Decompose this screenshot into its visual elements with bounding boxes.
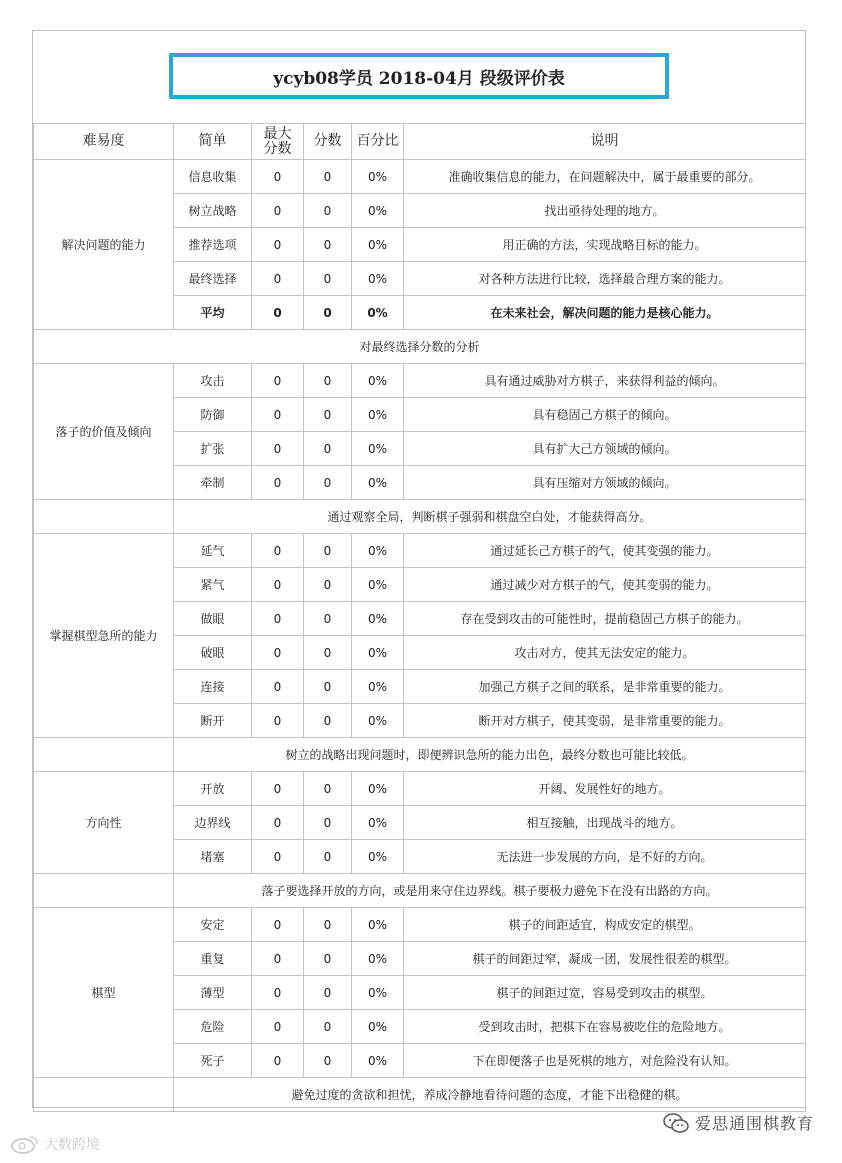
- max-cell: 0: [252, 568, 304, 602]
- category-cell: 掌握棋型急所的能力: [34, 534, 174, 738]
- max-cell: 0: [252, 160, 304, 194]
- item-cell: 延气: [174, 534, 252, 568]
- header-item: 简单: [174, 124, 252, 160]
- max-cell: 0: [252, 806, 304, 840]
- category-spacer: [34, 1078, 174, 1112]
- header-max-score: [252, 124, 304, 160]
- table-row: [34, 772, 806, 806]
- score-cell: 0: [304, 364, 352, 398]
- note-cell: 避免过度的贪欲和担忧，养成冷静地看待问题的态度，才能下出稳健的棋。: [174, 1078, 806, 1112]
- item-cell: 推荐选项: [174, 228, 252, 262]
- category-spacer: [34, 874, 174, 908]
- item-cell: 危险: [174, 1010, 252, 1044]
- desc-cell: 攻击对方，使其无法安定的能力。: [404, 636, 806, 670]
- max-cell: 0: [252, 194, 304, 228]
- note-row: [34, 1078, 806, 1112]
- percent-cell: 0%: [352, 1010, 404, 1044]
- category-cell: 棋型: [34, 908, 174, 1078]
- item-cell: 牵制: [174, 466, 252, 500]
- desc-cell: 找出亟待处理的地方。: [404, 194, 806, 228]
- percent-cell: 0%: [352, 806, 404, 840]
- table-header-row: [34, 124, 806, 160]
- header-max-score-line1: 最大: [263, 125, 292, 142]
- desc-cell: 具有扩大己方领域的倾向。: [404, 432, 806, 466]
- item-cell: 最终选择: [174, 262, 252, 296]
- header-max-score-line2: 分数: [263, 140, 292, 157]
- percent-cell: 0%: [352, 670, 404, 704]
- item-cell: 树立战略: [174, 194, 252, 228]
- score-cell: 0: [304, 840, 352, 874]
- note-cell: 落子要选择开放的方向，或是用来守住边界线。棋子要极力避免下在没有出路的方向。: [174, 874, 806, 908]
- score-cell: 0: [304, 160, 352, 194]
- item-cell: 紧气: [174, 568, 252, 602]
- percent-cell: 0%: [352, 602, 404, 636]
- item-cell: 连接: [174, 670, 252, 704]
- max-cell: 0: [252, 636, 304, 670]
- max-cell: 0: [252, 398, 304, 432]
- max-cell: 0: [252, 534, 304, 568]
- item-cell: 防御: [174, 398, 252, 432]
- note-row: [34, 500, 806, 534]
- item-cell: 信息收集: [174, 160, 252, 194]
- percent-cell: 0%: [352, 228, 404, 262]
- analysis-cell: 对最终选择分数的分析: [34, 330, 806, 364]
- watermark-left-text: 大数跨境: [44, 1137, 100, 1153]
- max-cell: 0: [252, 1044, 304, 1078]
- score-cell: 0: [304, 806, 352, 840]
- percent-cell: 0%: [352, 160, 404, 194]
- category-cell: 解决问题的能力: [34, 160, 174, 330]
- percent-cell: 0%: [352, 466, 404, 500]
- desc-cell: 具有通过威胁对方棋子，来获得利益的倾向。: [404, 364, 806, 398]
- analysis-row: [34, 330, 806, 364]
- max-cell: 0: [252, 976, 304, 1010]
- desc-cell: 在未来社会，解决问题的能力是核心能力。: [404, 296, 806, 330]
- header-score: 分数: [304, 124, 352, 160]
- percent-cell: 0%: [352, 908, 404, 942]
- header-desc: 说明: [404, 124, 806, 160]
- max-cell: 0: [252, 432, 304, 466]
- percent-cell: 0%: [352, 704, 404, 738]
- category-cell: 落子的价值及倾向: [34, 364, 174, 500]
- score-cell: 0: [304, 194, 352, 228]
- table-row: [34, 534, 806, 568]
- evaluation-table: [33, 123, 806, 1112]
- percent-cell: 0%: [352, 262, 404, 296]
- max-cell: 0: [252, 942, 304, 976]
- table-row: [34, 908, 806, 942]
- desc-cell: 存在受到攻击的可能性时，提前稳固己方棋子的能力。: [404, 602, 806, 636]
- score-cell: 0: [304, 466, 352, 500]
- title-area: [33, 31, 805, 123]
- item-cell: 堵塞: [174, 840, 252, 874]
- max-cell: 0: [252, 670, 304, 704]
- page-title: ycyb08学员 2018-04月 段级评价表: [169, 53, 669, 99]
- max-cell: 0: [252, 296, 304, 330]
- max-cell: 0: [252, 840, 304, 874]
- desc-cell: 棋子的间距过宽，容易受到攻击的棋型。: [404, 976, 806, 1010]
- score-cell: 0: [304, 602, 352, 636]
- desc-cell: 受到攻击时，把棋下在容易被吃住的危险地方。: [404, 1010, 806, 1044]
- item-cell: 开放: [174, 772, 252, 806]
- score-cell: 0: [304, 976, 352, 1010]
- desc-cell: 棋子的间距过窄，凝成一团，发展性很差的棋型。: [404, 942, 806, 976]
- max-cell: 0: [252, 908, 304, 942]
- weibo-logo-icon: [10, 1134, 40, 1154]
- desc-cell: 准确收集信息的能力，在问题解决中，属于最重要的部分。: [404, 160, 806, 194]
- score-cell: 0: [304, 568, 352, 602]
- watermark-left: [10, 1134, 100, 1154]
- score-cell: 0: [304, 670, 352, 704]
- desc-cell: 通过减少对方棋子的气，使其变弱的能力。: [404, 568, 806, 602]
- percent-cell: 0%: [352, 398, 404, 432]
- header-difficulty: 难易度: [34, 124, 174, 160]
- desc-cell: 相互接触，出现战斗的地方。: [404, 806, 806, 840]
- desc-cell: 通过延长己方棋子的气，使其变强的能力。: [404, 534, 806, 568]
- score-cell: 0: [304, 1010, 352, 1044]
- percent-cell: 0%: [352, 840, 404, 874]
- max-cell: 0: [252, 228, 304, 262]
- item-cell: 平均: [174, 296, 252, 330]
- desc-cell: 加强己方棋子之间的联系，是非常重要的能力。: [404, 670, 806, 704]
- score-cell: 0: [304, 908, 352, 942]
- desc-cell: 棋子的间距适宜，构成安定的棋型。: [404, 908, 806, 942]
- category-cell: 方向性: [34, 772, 174, 874]
- max-cell: 0: [252, 262, 304, 296]
- watermark-right-text: 爱思通围棋教育: [694, 1114, 814, 1133]
- desc-cell: 无法进一步发展的方向，是不好的方向。: [404, 840, 806, 874]
- item-cell: 断开: [174, 704, 252, 738]
- wechat-logo-icon: [663, 1112, 689, 1134]
- item-cell: 薄型: [174, 976, 252, 1010]
- desc-cell: 开阔、发展性好的地方。: [404, 772, 806, 806]
- max-cell: 0: [252, 364, 304, 398]
- percent-cell: 0%: [352, 1044, 404, 1078]
- item-cell: 做眼: [174, 602, 252, 636]
- item-cell: 重复: [174, 942, 252, 976]
- item-cell: 边界线: [174, 806, 252, 840]
- item-cell: 扩张: [174, 432, 252, 466]
- desc-cell: 具有稳固己方棋子的倾向。: [404, 398, 806, 432]
- percent-cell: 0%: [352, 194, 404, 228]
- desc-cell: 具有压缩对方领域的倾向。: [404, 466, 806, 500]
- score-cell: 0: [304, 296, 352, 330]
- score-cell: 0: [304, 228, 352, 262]
- desc-cell: 对各种方法进行比较，选择最合理方案的能力。: [404, 262, 806, 296]
- note-row: [34, 874, 806, 908]
- watermark-right: [663, 1111, 814, 1134]
- item-cell: 破眼: [174, 636, 252, 670]
- percent-cell: 0%: [352, 636, 404, 670]
- item-cell: 攻击: [174, 364, 252, 398]
- score-cell: 0: [304, 704, 352, 738]
- item-cell: 安定: [174, 908, 252, 942]
- table-row: [34, 364, 806, 398]
- category-spacer: [34, 500, 174, 534]
- score-cell: 0: [304, 942, 352, 976]
- note-row: [34, 738, 806, 772]
- percent-cell: 0%: [352, 296, 404, 330]
- table-row: [34, 160, 806, 194]
- desc-cell: 用正确的方法，实现战略目标的能力。: [404, 228, 806, 262]
- percent-cell: 0%: [352, 568, 404, 602]
- score-cell: 0: [304, 772, 352, 806]
- percent-cell: 0%: [352, 772, 404, 806]
- percent-cell: 0%: [352, 976, 404, 1010]
- max-cell: 0: [252, 704, 304, 738]
- score-cell: 0: [304, 636, 352, 670]
- score-cell: 0: [304, 432, 352, 466]
- max-cell: 0: [252, 602, 304, 636]
- note-cell: 树立的战略出现问题时，即便辨识急所的能力出色，最终分数也可能比较低。: [174, 738, 806, 772]
- item-cell: 死子: [174, 1044, 252, 1078]
- max-cell: 0: [252, 772, 304, 806]
- score-cell: 0: [304, 398, 352, 432]
- category-spacer: [34, 738, 174, 772]
- score-cell: 0: [304, 1044, 352, 1078]
- max-cell: 0: [252, 466, 304, 500]
- desc-cell: 断开对方棋子，使其变弱，是非常重要的能力。: [404, 704, 806, 738]
- percent-cell: 0%: [352, 364, 404, 398]
- score-cell: 0: [304, 534, 352, 568]
- note-cell: 通过观察全局，判断棋子强弱和棋盘空白处，才能获得高分。: [174, 500, 806, 534]
- percent-cell: 0%: [352, 432, 404, 466]
- header-percent: 百分比: [352, 124, 404, 160]
- percent-cell: 0%: [352, 942, 404, 976]
- desc-cell: 下在即便落子也是死棋的地方，对危险没有认知。: [404, 1044, 806, 1078]
- evaluation-sheet: [32, 30, 806, 1108]
- max-cell: 0: [252, 1010, 304, 1044]
- score-cell: 0: [304, 262, 352, 296]
- percent-cell: 0%: [352, 534, 404, 568]
